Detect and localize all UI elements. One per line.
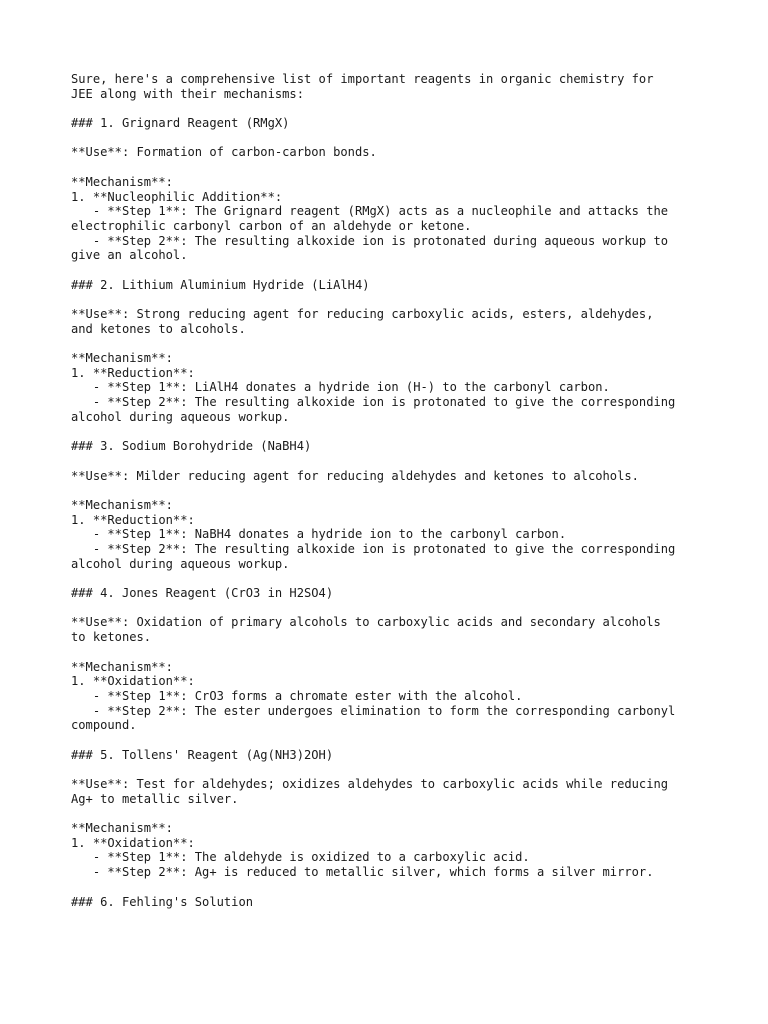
text-line: - **Step 1**: The Grignard reagent (RMgX) acts as a nucleophile and attacks the bbox=[71, 204, 669, 219]
text-line: to ketones. bbox=[71, 630, 152, 645]
text-line: - **Step 1**: The aldehyde is oxidized to a carboxylic acid. bbox=[71, 850, 530, 865]
text-line: **Mechanism**: bbox=[71, 821, 173, 836]
blank-line bbox=[71, 336, 711, 351]
text-line: **Mechanism**: bbox=[71, 497, 173, 512]
blank-line bbox=[71, 101, 711, 116]
text-line: alcohol during aqueous workup. bbox=[71, 409, 290, 424]
section-heading: ### 6. Fehling's Solution bbox=[71, 894, 254, 909]
text-line: 1. **Reduction**: bbox=[71, 365, 195, 380]
section-heading: ### 3. Sodium Borohydride (NaBH4) bbox=[71, 439, 312, 454]
text-line: **Mechanism**: bbox=[71, 351, 173, 366]
text-line: Sure, here's a comprehensive list of important reagents in organic chemistry for bbox=[71, 72, 654, 86]
text-line: - **Step 2**: The ester undergoes elimination to form the corresponding carbonyl bbox=[71, 703, 676, 718]
section-heading: ### 2. Lithium Aluminium Hydride (LiAlH4) bbox=[71, 277, 370, 292]
blank-line bbox=[71, 425, 711, 440]
text-line: 1. **Reduction**: bbox=[71, 512, 195, 527]
text-line: **Mechanism**: bbox=[71, 174, 173, 189]
text-line: electrophilic carbonyl carbon of an aldehyde or ketone. bbox=[71, 218, 472, 233]
text-line: 1. **Oxidation**: bbox=[71, 835, 195, 850]
blank-line bbox=[71, 131, 711, 146]
text-line: - **Step 2**: Ag+ is reduced to metallic silver, which forms a silver mirror. bbox=[71, 865, 654, 880]
text-line: 1. **Nucleophilic Addition**: bbox=[71, 189, 283, 204]
text-line: **Use**: Oxidation of primary alcohols to carboxylic acids and secondary alcohols bbox=[71, 615, 661, 630]
blank-line bbox=[71, 292, 711, 307]
section-heading: ### 1. Grignard Reagent (RMgX) bbox=[71, 116, 290, 131]
blank-line bbox=[71, 733, 711, 748]
blank-line bbox=[71, 880, 711, 895]
text-line: 1. **Oxidation**: bbox=[71, 674, 195, 689]
text-line: **Use**: Strong reducing agent for reducing carboxylic acids, esters, aldehydes, bbox=[71, 307, 654, 321]
text-line: - **Step 2**: The resulting alkoxide ion is protonated to give the corresponding bbox=[71, 395, 676, 410]
blank-line bbox=[71, 645, 711, 660]
text-line: Ag+ to metallic silver. bbox=[71, 791, 239, 806]
text-line: - **Step 1**: LiAlH4 donates a hydride ion (H-) to the carbonyl carbon. bbox=[71, 380, 610, 395]
text-line: **Mechanism**: bbox=[71, 659, 173, 674]
text-line: **Use**: Formation of carbon-carbon bonds. bbox=[71, 145, 377, 160]
section-heading: ### 4. Jones Reagent (CrO3 in H2SO4) bbox=[71, 586, 334, 601]
blank-line bbox=[71, 601, 711, 616]
text-line: JEE along with their mechanisms: bbox=[71, 86, 304, 101]
text-line: - **Step 1**: NaBH4 donates a hydride ion to the carbonyl carbon. bbox=[71, 527, 567, 542]
blank-line bbox=[71, 571, 711, 586]
text-line: compound. bbox=[71, 718, 137, 733]
blank-line bbox=[71, 806, 711, 821]
text-line: give an alcohol. bbox=[71, 248, 188, 263]
text-line: **Use**: Test for aldehydes; oxidizes aldehydes to carboxylic acids while reducing bbox=[71, 777, 669, 791]
text-line: - **Step 2**: The resulting alkoxide ion is protonated to give the corresponding bbox=[71, 542, 676, 556]
blank-line bbox=[71, 454, 711, 469]
blank-line bbox=[71, 483, 711, 498]
text-line: **Use**: Milder reducing agent for reducing aldehydes and ketones to alcohols. bbox=[71, 468, 639, 483]
text-line: alcohol during aqueous workup. bbox=[71, 556, 290, 571]
blank-line bbox=[71, 160, 711, 175]
blank-line bbox=[71, 263, 711, 278]
text-line: and ketones to alcohols. bbox=[71, 321, 246, 336]
blank-line bbox=[71, 762, 711, 777]
document-body bbox=[71, 72, 711, 909]
text-line: - **Step 2**: The resulting alkoxide ion is protonated during aqueous workup to bbox=[71, 233, 669, 248]
text-line: - **Step 1**: CrO3 forms a chromate ester with the alcohol. bbox=[71, 688, 523, 703]
section-heading: ### 5. Tollens' Reagent (Ag(NH3)2OH) bbox=[71, 747, 334, 762]
